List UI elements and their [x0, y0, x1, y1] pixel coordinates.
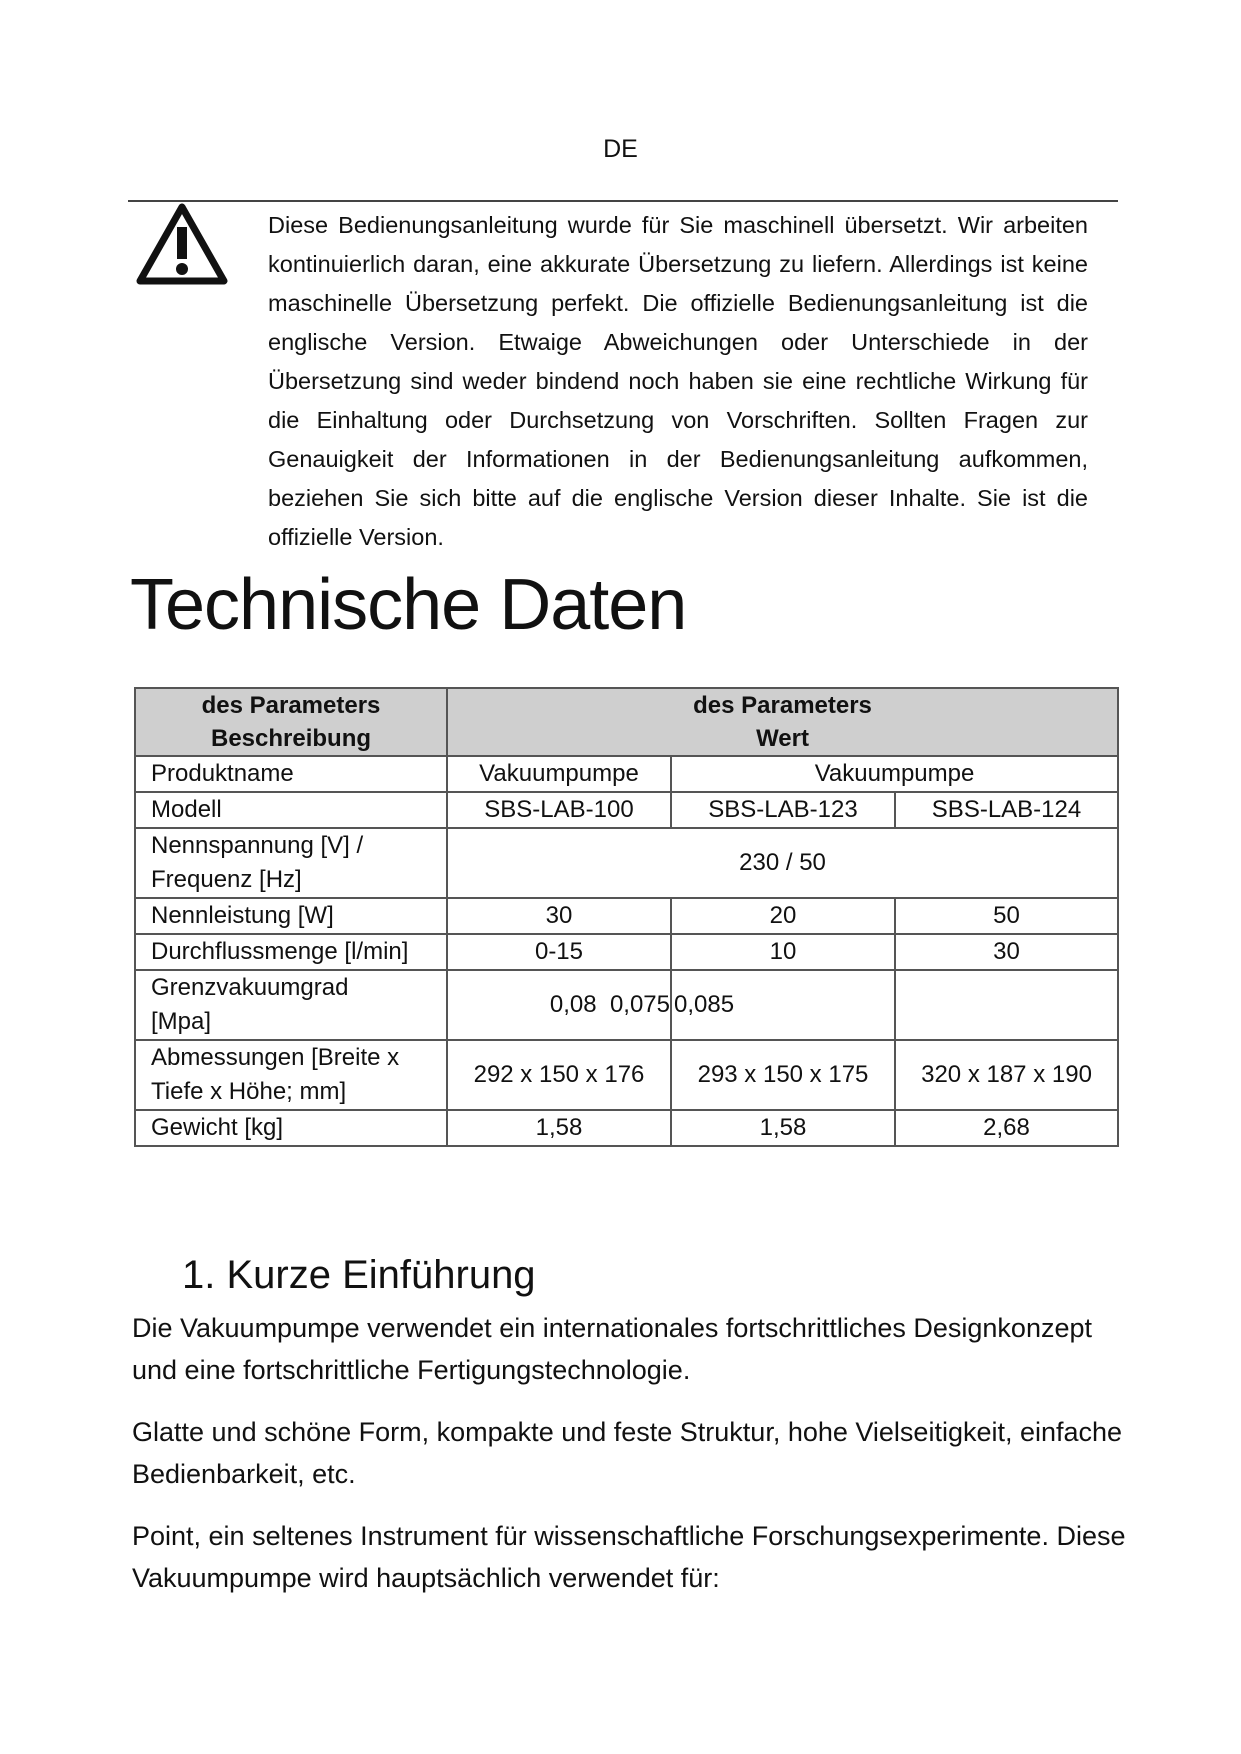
- table-row: [135, 756, 1118, 792]
- row-label: Nennleistung [W]: [135, 898, 447, 934]
- cell: SBS-LAB-124: [895, 792, 1118, 828]
- cell: 0,08 0,075: [447, 970, 671, 1040]
- table-row: [135, 1110, 1118, 1146]
- section-heading: 1. Kurze Einführung: [182, 1253, 536, 1297]
- spec-table: [134, 687, 1119, 1147]
- row-label: Abmessungen [Breite x Tiefe x Höhe; mm]: [135, 1040, 447, 1110]
- cell: Vakuumpumpe: [671, 756, 1118, 792]
- header-value: des Parameters Wert: [447, 688, 1118, 756]
- cell: SBS-LAB-123: [671, 792, 895, 828]
- intro-paragraph: Die Vakuumpumpe verwendet ein internationales fortschrittliches Designkonzept und eine fortschrittliche Fertigungstechnologie.: [132, 1313, 1093, 1385]
- table-row: [135, 792, 1118, 828]
- cell: 293 x 150 x 175: [671, 1040, 895, 1110]
- row-label: Durchflussmenge [l/min]: [135, 934, 447, 970]
- cell: 30: [895, 934, 1118, 970]
- row-label: Nennspannung [V] / Frequenz [Hz]: [135, 828, 447, 898]
- table-row: [135, 1040, 1118, 1110]
- row-label: Grenzvakuumgrad [Mpa]: [135, 970, 447, 1040]
- cell: 1,58: [671, 1110, 895, 1146]
- table-header-row: [135, 688, 1118, 756]
- cell: 50: [895, 898, 1118, 934]
- header-rule: [128, 200, 1118, 202]
- row-label: Produktname: [135, 756, 447, 792]
- cell: 0-15: [447, 934, 671, 970]
- table-row: [135, 898, 1118, 934]
- row-label: Gewicht [kg]: [135, 1110, 447, 1146]
- cell: 10: [671, 934, 895, 970]
- header-description: des Parameters Beschreibung: [135, 688, 447, 756]
- page-title: Technische Daten: [130, 565, 687, 645]
- intro-paragraph: Glatte und schöne Form, kompakte und feste Struktur, hohe Vielseitigkeit, einfache Bedienbarkeit, etc.: [132, 1417, 1123, 1489]
- cell: 230 / 50: [447, 828, 1118, 898]
- translation-disclaimer: Diese Bedienungsanleitung wurde für Sie maschinell übersetzt. Wir arbeiten kontinuierlich daran, eine akkurate Übersetzung zu liefern. Allerdings ist keine maschinelle Übersetzung perfekt. Die offizielle Bedienungsanleitung ist die englische Version. Etwaige Abweichungen oder Unterschiede in der Übersetzung sind weder bindend noch haben sie eine rechtliche Wirkung für die Einhaltung oder Durchsetzung von Vorschriften. Sollten Fragen zur Genauigkeit der Informationen in der Bedienungsanleitung aufkommen, beziehen Sie sich bitte auf die englische Version dieser Inhalte. Sie ist die offizielle Version.: [268, 212, 1088, 550]
- table-row: [135, 828, 1118, 898]
- cell: 20: [671, 898, 895, 934]
- cell: Vakuumpumpe: [447, 756, 671, 792]
- cell: 320 x 187 x 190: [895, 1040, 1118, 1110]
- table-row: [135, 970, 1118, 1040]
- cell: [895, 970, 1118, 1040]
- intro-paragraph: Point, ein seltenes Instrument für wissenschaftliche Forschungsexperimente. Diese Vakuumpumpe wird hauptsächlich verwendet für:: [132, 1521, 1126, 1593]
- cell: 30: [447, 898, 671, 934]
- table-row: [135, 934, 1118, 970]
- cell: 0,085: [671, 970, 895, 1040]
- cell: SBS-LAB-100: [447, 792, 671, 828]
- cell: 1,58: [447, 1110, 671, 1146]
- cell: 292 x 150 x 176: [447, 1040, 671, 1110]
- cell: 2,68: [895, 1110, 1118, 1146]
- row-label: Modell: [135, 792, 447, 828]
- language-label: DE: [603, 135, 638, 163]
- warning-triangle-icon: [136, 203, 228, 285]
